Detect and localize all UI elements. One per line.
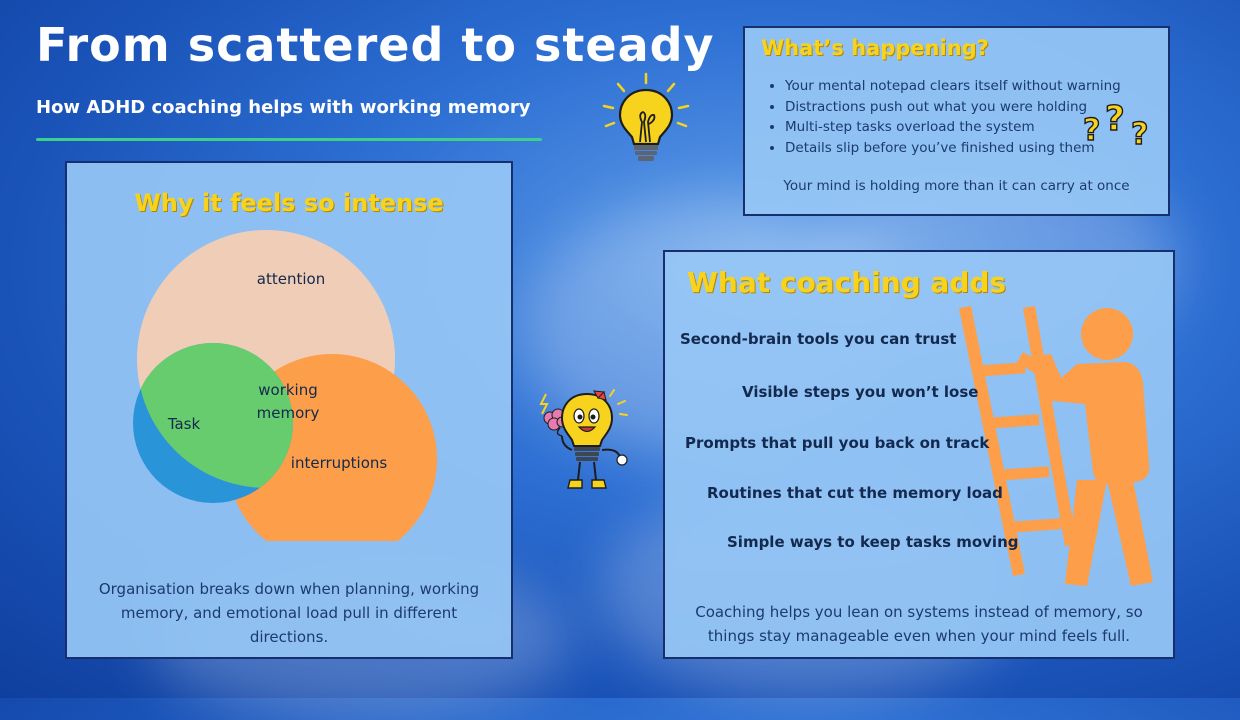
coaching-caption: Coaching helps you lean on systems instead of memory, so things stay manageable even when your mind feels full. <box>695 603 1143 645</box>
benefit-item: Routines that cut the memory load <box>707 484 1003 502</box>
list-item: • Details slip before you’ve finished using them <box>785 138 1121 159</box>
venn-label-memory: memory <box>256 404 320 422</box>
svg-text:?: ? <box>1105 99 1125 139</box>
happening-heading: What’s happening? <box>761 36 989 60</box>
page-title: From scattered to steady <box>36 18 715 72</box>
question-marks-icon <box>1081 96 1157 148</box>
intensity-caption: Organisation breaks down when planning, working memory, and emotional load pull in different directions. <box>98 580 480 646</box>
title-divider <box>36 138 542 141</box>
venn-diagram <box>125 223 445 541</box>
lightbulb-icon <box>598 70 694 166</box>
benefit-item: Visible steps you won’t lose <box>742 383 979 401</box>
happening-note: Your mind is holding more than it can carry at once <box>783 178 1130 194</box>
svg-text:?: ? <box>1131 117 1149 148</box>
benefit-item: Second-brain tools you can trust <box>680 330 957 348</box>
happening-panel <box>743 26 1170 216</box>
svg-text:?: ? <box>1083 113 1101 148</box>
venn-label-working: working <box>258 381 318 399</box>
list-item: • Multi-step tasks overload the system <box>785 117 1121 138</box>
list-item: • Your mental notepad clears itself without warning <box>785 76 1121 97</box>
venn-label-task: Task <box>167 415 201 433</box>
benefit-item: Simple ways to keep tasks moving <box>727 533 1019 551</box>
venn-label-attention: attention <box>256 270 326 288</box>
list-item: • Distractions push out what you were holding <box>785 97 1121 118</box>
coaching-heading: What coaching adds <box>687 266 1007 299</box>
venn-label-interruptions: interruptions <box>290 454 388 472</box>
coaching-panel <box>663 250 1175 659</box>
happening-list <box>769 76 1121 158</box>
intensity-heading: Why it feels so intense <box>134 189 444 217</box>
lightbulb-mascot-icon <box>532 386 640 496</box>
benefit-item: Prompts that pull you back on track <box>685 434 990 452</box>
page-subtitle: How ADHD coaching helps with working memory <box>36 97 531 118</box>
intensity-panel <box>65 161 513 659</box>
